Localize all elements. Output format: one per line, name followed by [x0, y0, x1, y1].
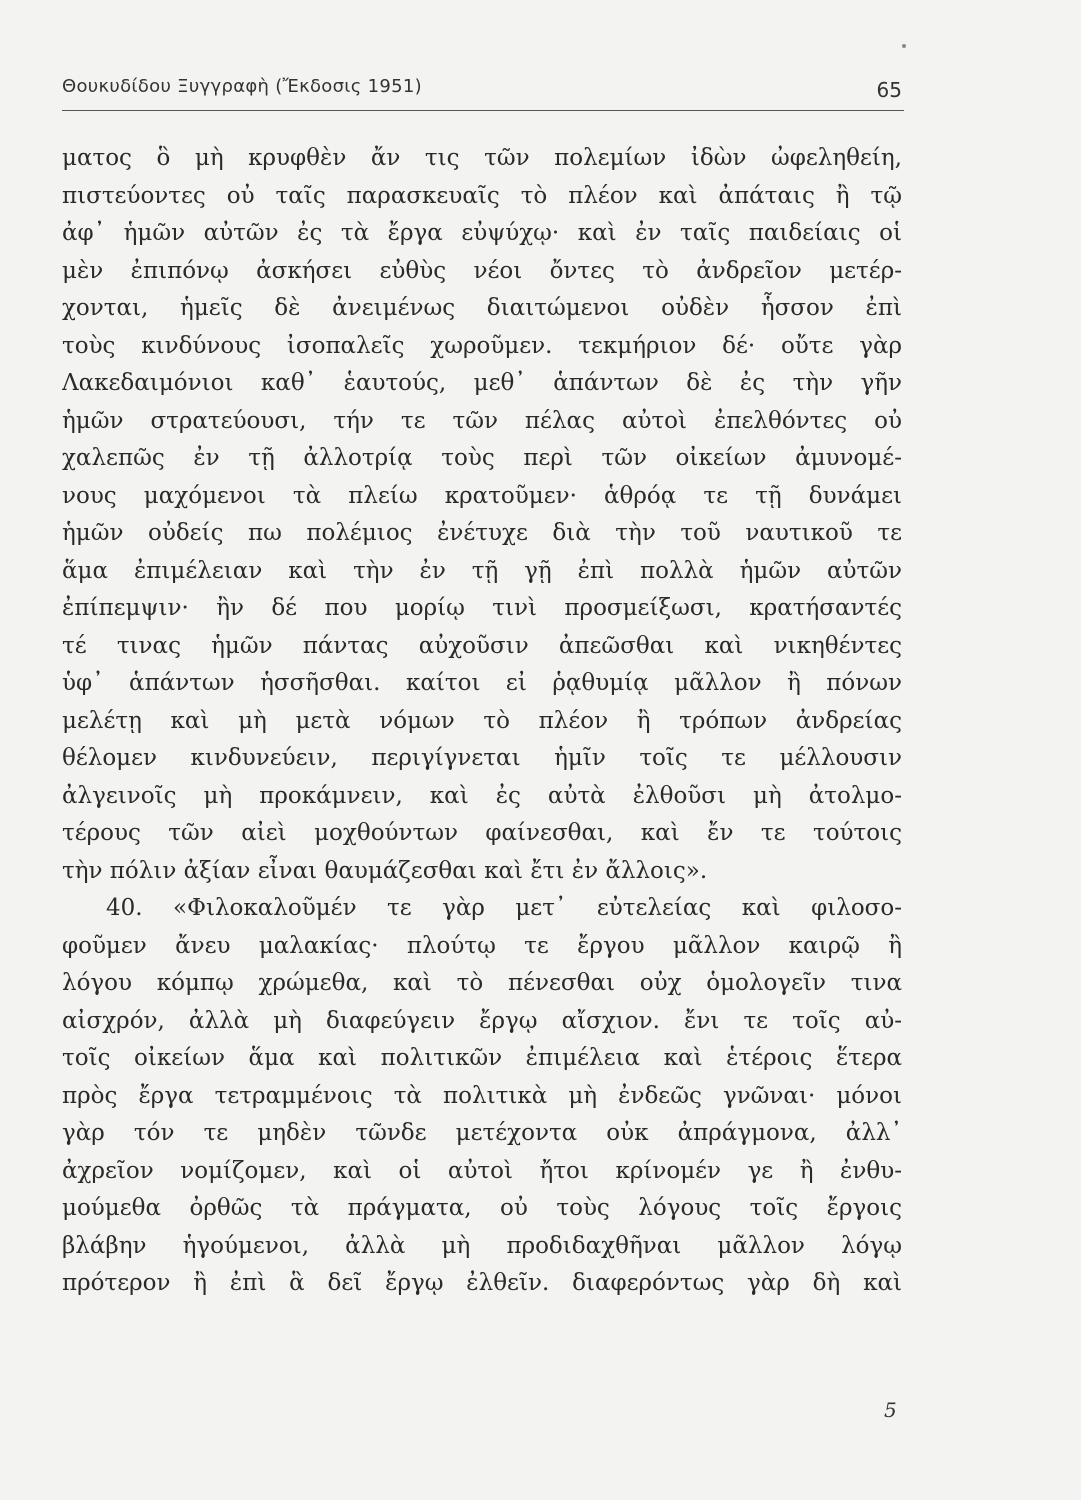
page-speck: [902, 44, 906, 48]
text-line: τέ τινας ἡμῶν πάντας αὐχοῦσιν ἀπεῶσθαι καὶ νικηθέντες: [62, 632, 902, 659]
text-line: πιστεύοντες οὐ ταῖς παρασκευαῖς τὸ πλέον καὶ ἀπάταις ἢ τῷ: [62, 182, 902, 209]
text-line: μούμεθα ὀρθῶς τὰ πράγματα, οὐ τοὺς λόγους τοῖς ἔργοις: [62, 1195, 902, 1221]
body-text: [62, 140, 902, 1303]
text-line: Λακεδαιμόνιοι καθ᾽ ἑαυτούς, μεθ᾽ ἁπάντων δὲ ἐς τὴν γῆν: [62, 370, 902, 396]
text-line: μὲν ἐπιπόνῳ ἀσκήσει εὐθὺς νέοι ὄντες τὸ ἀνδρεῖον μετέρ-: [62, 257, 902, 284]
text-line: φοῦμεν ἄνευ μαλακίας· πλούτῳ τε ἔργου μᾶλλον καιρῷ ἢ: [62, 932, 902, 959]
text-line: τέρους τῶν αἰεὶ μοχθούντων φαίνεσθαι, καὶ ἔν τε τούτοις: [62, 820, 902, 846]
text-line: χονται, ἡμεῖς δὲ ἀνειμένως διαιτώμενοι οὐδὲν ἧσσον ἐπὶ: [62, 295, 902, 321]
text-line: νους μαχόμενοι τὰ πλείω κρατοῦμεν· ἁθρόᾳ τε τῇ δυνάμει: [62, 482, 902, 509]
text-line: ἀχρεῖον νομίζομεν, καὶ οἱ αὐτοὶ ἤτοι κρίνομέν γε ἢ ἐνθυ-: [62, 1157, 902, 1184]
text-line: αἰσχρόν, ἀλλὰ μὴ διαφεύγειν ἔργῳ αἴσχιον. ἔνι τε τοῖς αὐ-: [62, 1007, 902, 1034]
paragraph-end-line: τὴν πόλιν ἀξίαν εἶναι θαυμάζεσθαι καὶ ἔτι ἐν ἄλλοις».: [62, 857, 708, 884]
page-number: 65: [876, 78, 902, 102]
running-header: [62, 76, 904, 111]
section-start-line: 40. «Φιλοκαλοῦμέν τε γὰρ μετ᾽ εὐτελείας καὶ φιλοσο-: [106, 895, 902, 921]
text-line: πρὸς ἔργα τετραμμένοις τὰ πολιτικὰ μὴ ἐνδεῶς γνῶναι· μόνοι: [62, 1082, 902, 1109]
text-line: πρότερον ἢ ἐπὶ ἃ δεῖ ἔργῳ ἐλθεῖν. διαφερόντως γὰρ δὴ καὶ: [62, 1270, 902, 1296]
text-line: θέλομεν κινδυνεύειν, περιγίγνεται ἡμῖν τοῖς τε μέλλουσιν: [62, 745, 902, 771]
text-line: ματος ὃ μὴ κρυφθὲν ἄν τις τῶν πολεμίων ἰδὼν ὠφεληθείη,: [62, 145, 902, 171]
text-line: ἐπίπεμψιν· ἢν δέ που μορίῳ τινὶ προσμείξωσι, κρατήσαντές: [62, 595, 902, 621]
text-line: ὑφ᾽ ἁπάντων ἡσσῆσθαι. καίτοι εἰ ῥᾳθυμίᾳ μᾶλλον ἢ πόνων: [62, 670, 902, 696]
text-line: ἡμῶν οὐδείς πω πολέμιος ἐνέτυχε διὰ τὴν τοῦ ναυτικοῦ τε: [62, 520, 902, 546]
text-line: τοῖς οἰκείων ἅμα καὶ πολιτικῶν ἐπιμέλεια καὶ ἑτέροις ἕτερα: [62, 1045, 902, 1071]
text-line: τοὺς κινδύνους ἰσοπαλεῖς χωροῦμεν. τεκμήριον δέ· οὔτε γὰρ: [62, 332, 902, 359]
header-title: Θουκυδίδου Ξυγγραφὴ (Ἔκδοσις 1951): [62, 76, 422, 97]
text-line: λόγου κόμπῳ χρώμεθα, καὶ τὸ πένεσθαι οὐχ ὁμολογεῖν τινα: [62, 970, 902, 996]
text-line: γὰρ τόν τε μηδὲν τῶνδε μετέχοντα οὐκ ἀπράγμονα, ἀλλ᾽: [62, 1120, 902, 1146]
signature-mark: 5: [884, 1398, 897, 1422]
text-line: ἅμα ἐπιμέλειαν καὶ τὴν ἐν τῇ γῇ ἐπὶ πολλὰ ἡμῶν αὐτῶν: [62, 557, 902, 584]
text-line: ἀφ᾽ ἡμῶν αὐτῶν ἐς τὰ ἔργα εὐψύχῳ· καὶ ἐν ταῖς παιδείαις οἱ: [62, 220, 902, 246]
text-line: ἀλγεινοῖς μὴ προκάμνειν, καὶ ἐς αὐτὰ ἐλθοῦσι μὴ ἀτολμο-: [62, 782, 902, 809]
text-line: βλάβην ἡγούμενοι, ἀλλὰ μὴ προδιδαχθῆναι μᾶλλον λόγῳ: [62, 1232, 902, 1259]
text-line: ἡμῶν στρατεύουσι, τήν τε τῶν πέλας αὐτοὶ ἐπελθόντες οὐ: [62, 407, 902, 434]
text-line: χαλεπῶς ἐν τῇ ἀλλοτρίᾳ τοὺς περὶ τῶν οἰκείων ἀμυνομέ-: [62, 445, 902, 471]
text-line: μελέτῃ καὶ μὴ μετὰ νόμων τὸ πλέον ἢ τρόπων ἀνδρείας: [62, 707, 902, 734]
